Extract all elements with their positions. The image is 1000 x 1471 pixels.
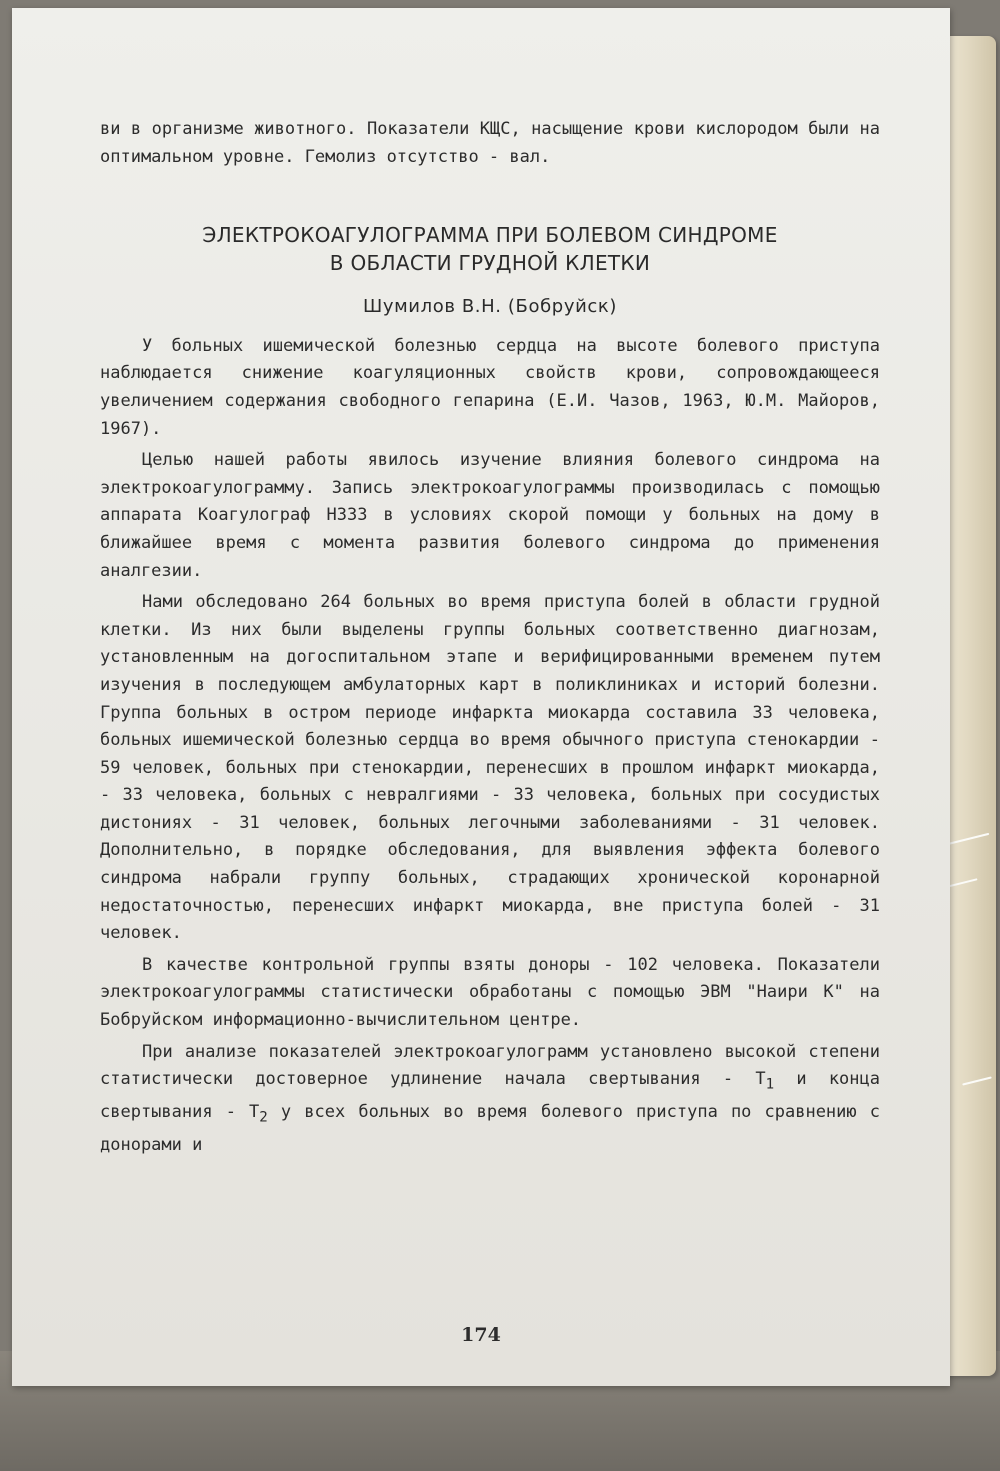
title-line-2: В ОБЛАСТИ ГРУДНОЙ КЛЕТКИ — [329, 251, 651, 276]
lead-paragraph: ви в организме животного. Показатели КЩС, насыщение крови кислородом были на оптимальном уровне. Гемолиз отсутство - вал. — [100, 119, 880, 167]
text-fragment: и конца свертывания - Т — [100, 1069, 880, 1123]
subscript: 2 — [259, 1109, 268, 1126]
title-line-1: ЭЛЕКТРОКОАГУЛОГРАММА ПРИ БОЛЕВОМ СИНДРОМЕ — [202, 223, 778, 248]
paragraph: Целью нашей работы явилось изучение влияния болевого синдрома на электрокоагулограмму. Запись электрокоагулограммы производилась с помощью аппарата Коагулограф Н333 в условиях скорой помощи у больных на дому в ближайшее время с момента развития болевого синдрома до применения аналгезии. — [100, 450, 880, 581]
paragraph: У больных ишемической болезнью сердца на высоте болевого приступа наблюдается снижение коагуляционных свойств крови, сопровождающееся увеличением содержания свободного гепарина (Е.И. Чазов, 1963, Ю.М. Майоров, 1967). — [100, 335, 880, 439]
text-fragment: При анализе показателей электрокоагулограмм установлено высокой степени статистически достоверное удлинение начала свертывания - Т — [100, 1041, 880, 1090]
page-number: 174 — [461, 1324, 501, 1346]
article-heading — [100, 221, 880, 321]
article-title — [100, 221, 880, 277]
text-fragment: у всех больных во время болевого приступа по сравнению с донорами и — [100, 1102, 880, 1156]
article-author: Шумилов В.Н. (Бобруйск) — [363, 296, 617, 318]
page-text — [100, 116, 880, 1160]
document-page — [12, 8, 950, 1386]
paragraph: Нами обследовано 264 больных во время приступа болей в области грудной клетки. Из них были выделены группы больных соответственно диагнозам, установленным на догоспитальном этапе и верифицированными временем путем изучения в последующем амбулаторных карт в поликлиниках и историй болезни. Группа больных в остром периоде инфаркта миокарда составила 33 человека, больных ишемической болезнью сердца во время обычного приступа стенокардии - 59 человек, больных при стенокардии, перенесших в прошлом инфаркт миокарда, - 33 человека, больных с невралгиями - 33 человека, больных при сосудистых дистониях - 31 человек, больных легочными заболеваниями - 31 человек. Дополнительно, в порядке обследования, для выявления эффекта болевого синдрома набрали группу больных, страдающих хронической коронарной недостаточностью, перенесших инфаркт миокарда, вне приступа болей - 31 человек. — [100, 592, 880, 944]
paragraph-last — [100, 1039, 880, 1160]
paragraph: В качестве контрольной группы взяты доноры - 102 человека. Показатели электрокоагулограммы статистически обработаны с помощью ЭВМ "Наири К" на Бобруйском информационно-вычислительном центре. — [100, 954, 880, 1031]
subscript: 1 — [765, 1076, 775, 1093]
